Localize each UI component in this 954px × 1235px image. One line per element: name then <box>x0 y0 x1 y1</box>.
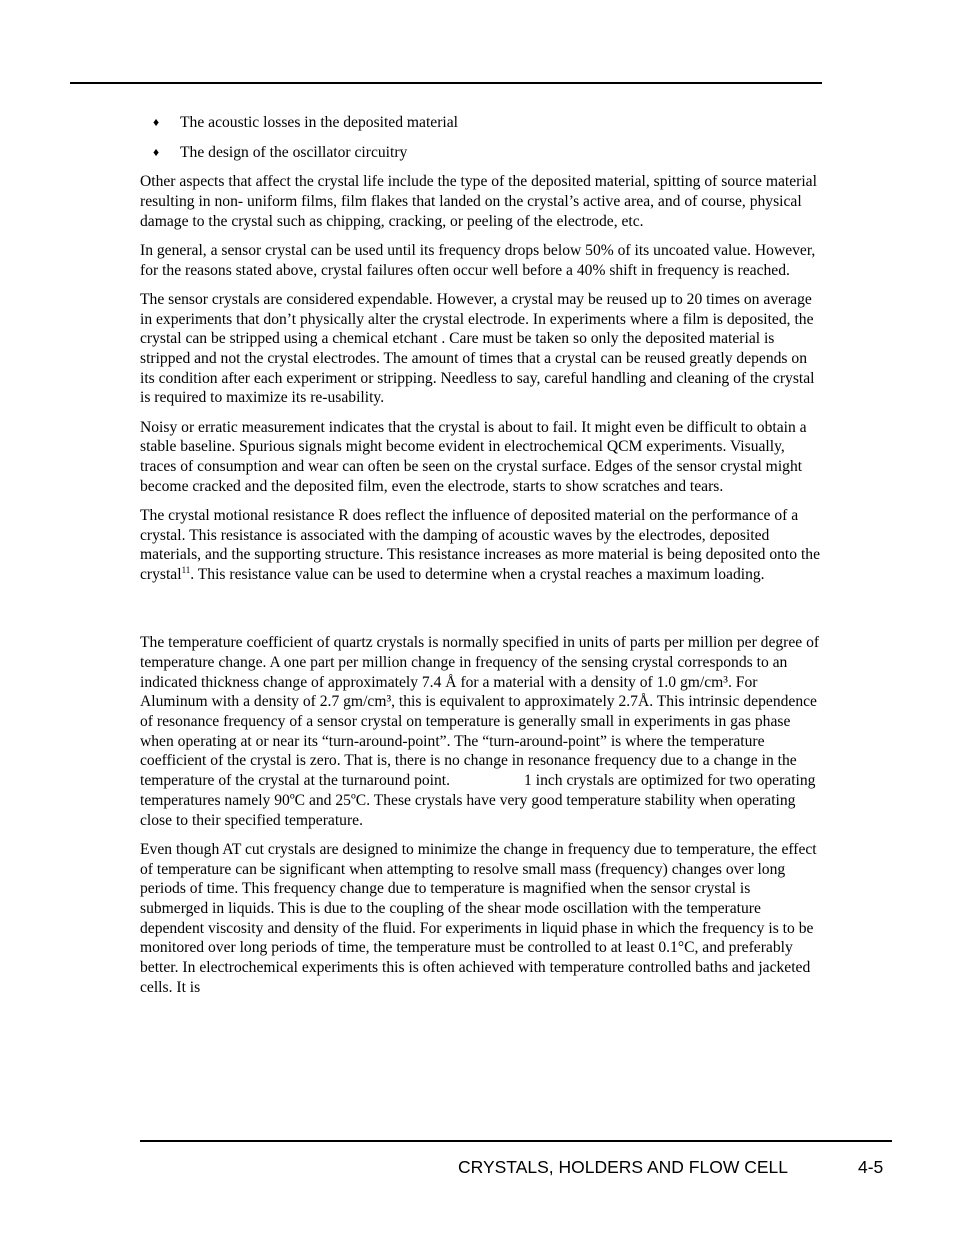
diamond-bullet-icon: ♦ <box>153 115 160 129</box>
page-number: 4-5 <box>858 1157 884 1177</box>
paragraph-temperature-coefficient <box>140 633 820 830</box>
section-gap <box>140 594 820 633</box>
paragraph-noisy-measurement: Noisy or erratic measurement indicates that the crystal is about to fail. It might even be difficult to obtain a stable baseline. Spurious signals might become evident in electrochemical QCM experiments. Visually, traces of consumption and wear can often be seen on the crystal surface. Edges of the sensor crystal might become cracked and the deposited film, even the electrode, starts to show scratches and tears. <box>140 418 807 495</box>
paragraph-text: The crystal motional resistance R does reflect the influence of deposited material on the performance of a crystal. This resistance is associated with the damping of acoustic waves by the electrodes, deposited materials, and the supporting structure. This resistance increases as more material is being deposited onto the crystal <box>140 506 821 584</box>
bullet-text: The design of the oscillator circuitry <box>180 143 408 161</box>
bullet-text: The acoustic losses in the deposited material <box>180 114 459 131</box>
paragraph-text: The temperature coefficient of quartz crystals is normally specified in units of parts per million per degree of temperature change. A one part per million change in frequency of the sensing crystal corresponds to an indicated thickness change of approximately 7.4 Å for a material with a density of 1.0 gm/cm³. For Aluminum with a density of 2.7 gm/cm³, this is equivalent to approximately 2.7Å. This intrinsic dependence of resonance frequency of a sensor crystal on temperature is generally small in experiments in gas phase when operating at or near its “turn-around-point”. The “turn-around-point” is where the temperature coefficient of the crystal is zero. That is, there is no change in resonance frequency due to a change in the temperature of the crystal at the turnaround point. <box>140 634 820 790</box>
paragraph-crystal-life: Other aspects that affect the crystal life include the type of the deposited material, spitting of source material resulting in non- uniform films, film flakes that landed on the crystal’s active area, and of course, physical damage to the crystal such as chipping, cracking, or peeling of the electrode, etc. <box>140 173 817 230</box>
paragraph-motional-resistance <box>140 506 820 585</box>
diamond-bullet-icon: ♦ <box>153 144 160 159</box>
paragraph-temperature-control: Even though AT cut crystals are designed to minimize the change in frequency due to temperature, the effect of temperature can be significant when attempting to resolve small mass (frequency) changes over long periods of time. This frequency change due to temperature is magnified when the sensor crystal is submerged in liquids. This is due to the coupling of the shear mode oscillation with the temperature dependent viscosity and density of the fluid. For experiments in liquid phase in which the frequency is to be monitored over long periods of time, the temperature must be controlled to at least 0.1°C, and preferably better. In electrochemical experiments this is often achieved with temperature controlled baths and jacketed cells. It is <box>140 840 817 996</box>
footnote-reference: 11 <box>181 564 191 575</box>
header-rule <box>70 82 822 84</box>
paragraph-expendable: The sensor crystals are considered expendable. However, a crystal may be reused up to 20 times on average in experiments that don’t physically alter the crystal electrode. In experiments where a film is deposited, the crystal can be stripped using a chemical etchant . Care must be taken so only the deposited material is stripped and not the crystal electrodes. The amount of times that a crystal can be reused greatly depends on its condition after each experiment or stripping. Needless to say, careful handling and cleaning of the crystal is required to maximize its re-usability. <box>140 290 815 407</box>
bullet-item <box>140 113 820 133</box>
bullet-item <box>140 143 820 163</box>
footer-chapter-title: CRYSTALS, HOLDERS AND FLOW CELL <box>458 1157 788 1177</box>
paragraph-text: . This resistance value can be used to determine when a crystal reaches a maximum loading. <box>190 566 765 584</box>
body-text <box>140 113 820 1007</box>
paragraph-text: 1 inch crystals are optimized for two operating temperatures namely 90ºC and 25ºC. These crystals have very good temperature stability when operating close to their specified temperature. <box>140 772 816 829</box>
paragraph-frequency-drop: In general, a sensor crystal can be used until its frequency drops below 50% of its uncoated value. However, for the reasons stated above, crystal failures often occur well before a 40% shift in frequency is reached. <box>140 242 816 279</box>
footer-rule <box>140 1140 892 1142</box>
